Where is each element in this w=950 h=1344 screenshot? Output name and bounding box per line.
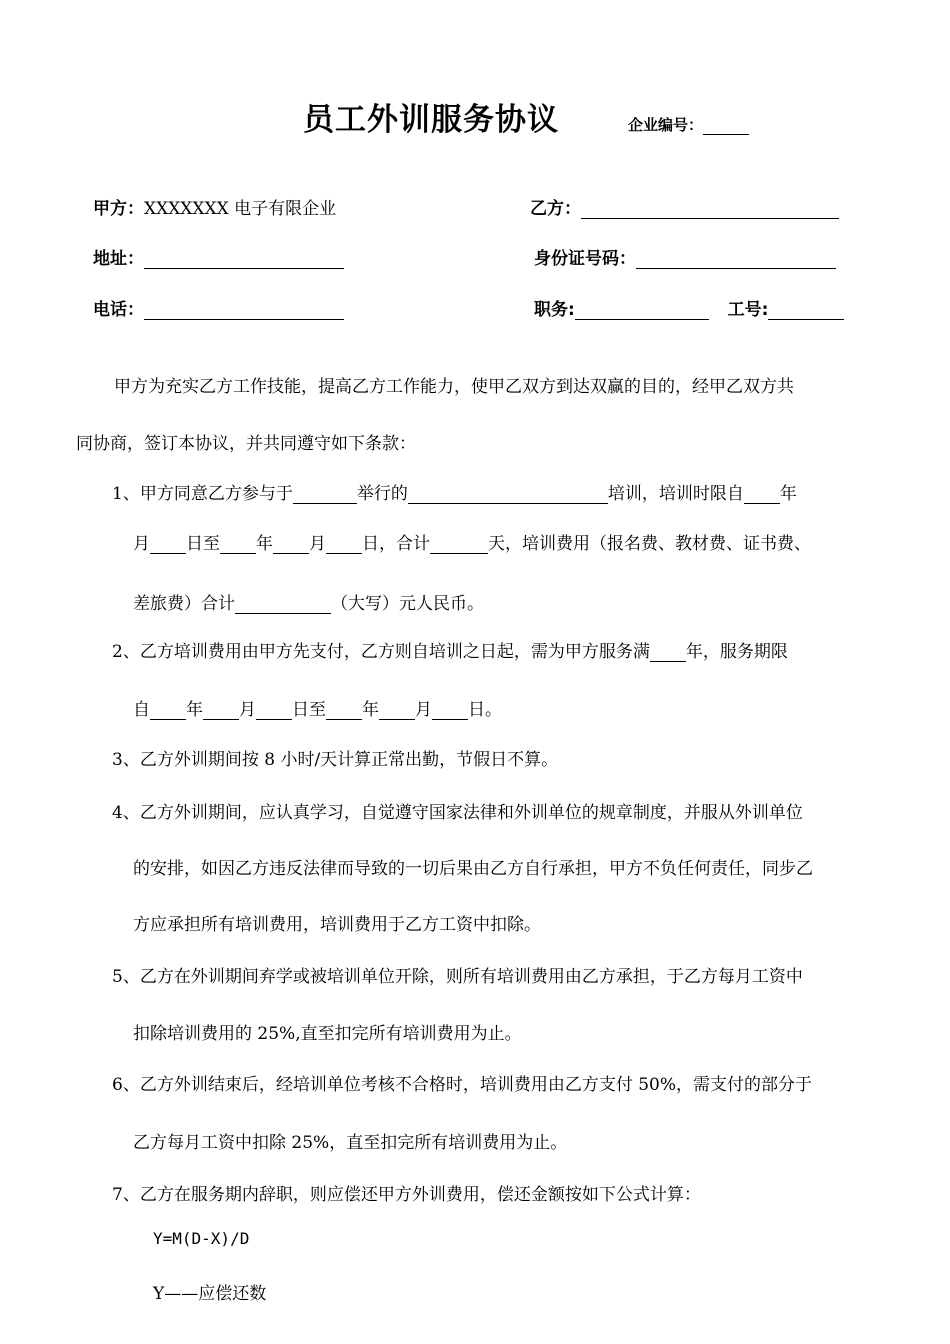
clause-1-text-b: 举行的 — [356, 484, 408, 504]
clause-1-text-a: 1、甲方同意乙方参与于 — [112, 484, 293, 504]
clause-2-end-year-blank — [326, 701, 362, 720]
clause-5-line-2: 扣除培训费用的 25%,直至扣完所有培训费用为止。 — [133, 1024, 522, 1044]
party-b-blank — [581, 200, 839, 219]
enterprise-code-label — [628, 114, 749, 135]
employee-no-label: 工号: — [727, 300, 769, 320]
clause-6-line-2: 乙方每月工资中扣除 25%，直至扣完所有培训费用为止。 — [133, 1133, 568, 1153]
clause-1-text-l: （大写）元人民币。 — [331, 594, 484, 614]
clause-1-end-year-blank — [220, 535, 256, 554]
clause-4-line-1: 4、乙方外训期间，应认真学习，自觉遵守国家法律和外训单位的规章制度，并服从外训单位 — [112, 803, 803, 823]
clause-1-end-month-blank — [273, 535, 309, 554]
party-a-label: 甲方： — [93, 199, 144, 219]
id-label: 身份证号码： — [534, 249, 636, 269]
clause-3: 3、乙方外训期间按 8 小时/天计算正常出勤，节假日不算。 — [112, 750, 559, 770]
clause-1-text-i: 日，合计 — [362, 534, 430, 554]
id-row — [534, 244, 836, 269]
clause-2-line-1 — [112, 637, 788, 662]
clause-1-text-d: 年 — [779, 484, 797, 504]
clause-2-end-day-blank — [432, 701, 468, 720]
clause-2-line-2 — [133, 695, 502, 720]
address-blank — [144, 250, 344, 269]
clause-1-text-k: 差旅费）合计 — [133, 594, 235, 614]
position-label: 职务: — [534, 300, 575, 320]
clause-2-years-blank — [650, 643, 686, 662]
clause-1-text-h: 月 — [309, 534, 326, 554]
enterprise-code-text: 企业编号： — [628, 116, 704, 134]
clause-7-line-1: 7、乙方在服务期内辞职，则应偿还甲方外训费用，偿还金额按如下公式计算： — [112, 1185, 701, 1205]
clause-7-formula: Y=M(D-X)/D — [153, 1229, 250, 1248]
party-b-row — [530, 194, 839, 219]
clause-1-amount-blank — [235, 595, 331, 614]
position-row — [534, 295, 844, 320]
phone-blank — [144, 301, 344, 320]
clause-2-text-a: 2、乙方培训费用由甲方先支付，乙方则自培训之日起，需为甲方服务满 — [112, 642, 650, 662]
clause-6-line-1: 6、乙方外训结束后，经培训单位考核不合格时，培训费用由乙方支付 50%，需支付的部分于 — [112, 1075, 813, 1095]
clause-2-start-day-blank — [256, 701, 292, 720]
clause-1-days-blank — [430, 535, 488, 554]
clause-1-end-day-blank — [326, 535, 362, 554]
phone-row — [93, 295, 344, 320]
intro-line-1: 甲方为充实乙方工作技能，提高乙方工作能力，使甲乙双方到达双赢的目的，经甲乙双方共 — [114, 377, 794, 397]
clause-2-text-h: 月 — [415, 700, 432, 720]
clause-2-start-year-blank — [150, 701, 186, 720]
clause-2-text-f: 日至 — [292, 700, 326, 720]
clause-4-line-3: 方应承担所有培训费用，培训费用于乙方工资中扣除。 — [133, 915, 541, 935]
clause-2-start-month-blank — [203, 701, 239, 720]
clause-2-end-month-blank — [379, 701, 415, 720]
clause-1-text-f: 日至 — [186, 534, 220, 554]
clause-1-training-blank — [408, 485, 608, 504]
clause-1-text-j: 天，培训费用（报名费、教材费、证书费、 — [488, 534, 811, 554]
id-blank — [636, 250, 836, 269]
party-b-label: 乙方： — [530, 199, 581, 219]
clause-2-text-i: 日。 — [468, 700, 502, 720]
clause-2-text-b: 年，服务期限 — [685, 642, 788, 662]
enterprise-code-blank — [703, 118, 749, 135]
clause-1-line-3 — [133, 589, 484, 614]
clause-2-text-d: 年 — [186, 700, 203, 720]
address-row — [93, 244, 344, 269]
clause-1-text-g: 年 — [256, 534, 273, 554]
position-blank — [575, 301, 709, 320]
clause-1-year-blank — [744, 485, 780, 504]
party-a-row — [93, 194, 336, 219]
party-a-value: XXXXXXX 电子有限企业 — [144, 199, 337, 219]
clause-4-line-2: 的安排，如因乙方违反法律而导致的一切后果由乙方自行承担，甲方不负任何责任，同步乙 — [133, 859, 813, 879]
intro-line-2: 同协商，签订本协议，并共同遵守如下条款： — [76, 434, 416, 454]
clause-1-text-e: 月 — [133, 534, 150, 554]
clause-1-day-blank — [150, 535, 186, 554]
clause-5-line-1: 5、乙方在外训期间弃学或被培训单位开除，则所有培训费用由乙方承担，于乙方每月工资中 — [112, 967, 803, 987]
clause-2-text-e: 月 — [239, 700, 256, 720]
document-title: 员工外训服务协议 — [303, 102, 559, 138]
clause-2-text-c: 自 — [133, 700, 150, 720]
clause-2-text-g: 年 — [362, 700, 379, 720]
clause-1-text-c: 培训，培训时限自 — [607, 484, 744, 504]
clause-1-line-1 — [112, 479, 797, 504]
clause-1-line-2 — [133, 529, 811, 554]
employee-no-blank — [768, 301, 844, 320]
address-label: 地址： — [93, 249, 144, 269]
clause-7-def-y: Y——应偿还数 — [153, 1284, 267, 1304]
phone-label: 电话： — [93, 300, 144, 320]
clause-1-location-blank — [293, 485, 357, 504]
